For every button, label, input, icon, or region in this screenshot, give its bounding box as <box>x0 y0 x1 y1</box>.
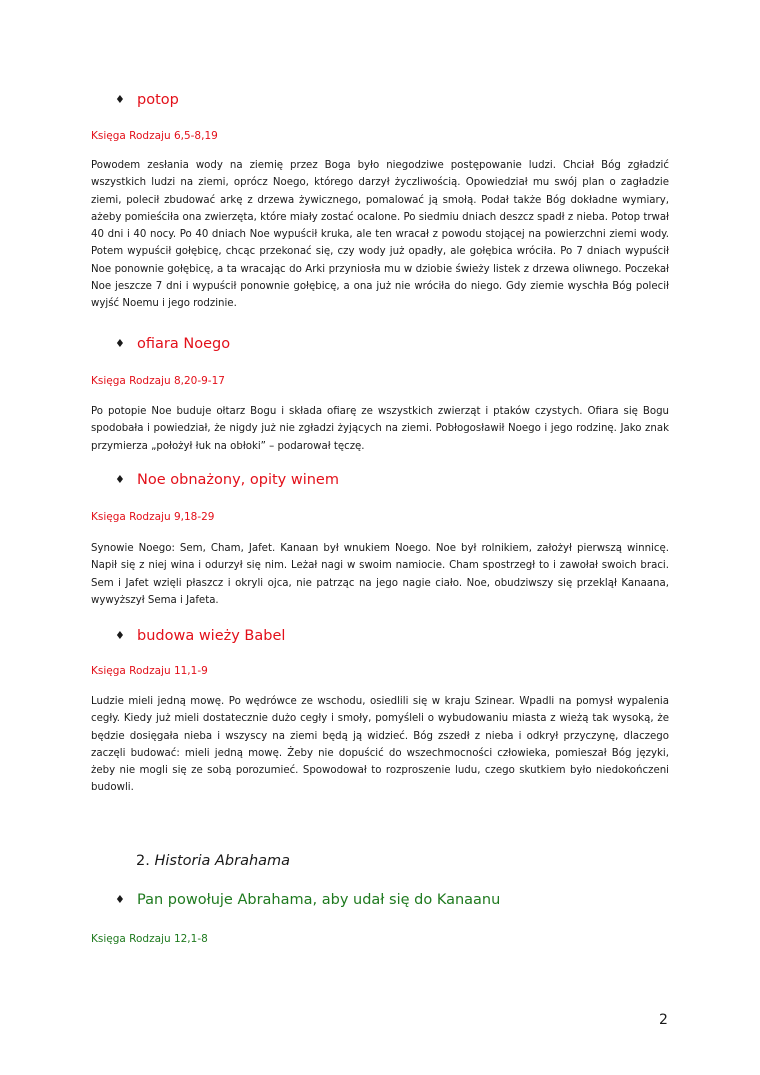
section-paragraph: Ludzie mieli jedną mowę. Po wędrówce ze wschodu, osiedlili się w kraju Szinear. Wpadli na pomysł wypalenia cegły. Kiedy już mieli dostatecznie dużo cegły i smoły, pomyśleli o wybudowaniu miasta z wieżą tak wysoką, że będzie dosięgała nieba i wszyscy na ziemi będą ją widzieć. Bóg zszedł z nieba i odkrył przyczynę, dlaczego zaczęli budować: mieli jedną mowę. Żeby nie dopuścić do wszechmocności człowieka, pomieszał Bóg języki, żeby nie mogli się ze sobą porozumieć. Spowodował to rozproszenie ludu, czego skutkiem było niedokończeni budowli. <box>91 696 669 794</box>
diamond-bullet-icon: ♦ <box>115 629 125 642</box>
section-heading-noe-obnazony <box>115 470 339 490</box>
section-paragraph: Po potopie Noe buduje ołtarz Bogu i składa ofiarę ze wszystkich zwierząt i ptaków czystych. Ofiara się Bogu spodobała i powiedział, że nigdy już nie zgładzi żyjących na ziemi. Pobłogosławił Noego i jego rodzinę. Jako znak przymierza „położył łuk na obłoki” – podarował tęczę. <box>91 406 669 452</box>
section-heading-label: Noe obnażony, opity winem <box>137 472 339 488</box>
section-heading-wieza-babel <box>115 626 285 646</box>
chapter-title-text: Historia Abrahama <box>154 853 291 869</box>
diamond-bullet-icon: ♦ <box>115 93 125 106</box>
section-paragraph: Synowie Noego: Sem, Cham, Jafet. Kanaan był wnukiem Noego. Noe był rolnikiem, założył pierwszą winnicę. Napił się z niej wina i odurzył się nim. Leżał nagi w swoim namiocie. Cham spostrzegł to i zawołał swoich braci. Sem i Jafet wzięli płaszcz i okryli ojca, nie patrząc na jego nagie ciało. Noe, obudziwszy się przeklął Kanaana, wywyższył Sema i Jafeta. <box>91 543 669 606</box>
page-number: 2 <box>659 1012 668 1028</box>
diamond-bullet-icon: ♦ <box>115 473 125 486</box>
chapter-title <box>136 851 290 871</box>
bible-reference: Księga Rodzaju 6,5-8,19 <box>91 130 218 142</box>
section-heading-label: potop <box>137 92 179 108</box>
chapter-number: 2. <box>136 853 150 869</box>
section-heading-label: ofiara Noego <box>137 336 231 352</box>
diamond-bullet-icon: ♦ <box>115 337 125 350</box>
section-heading-label: Pan powołuje Abrahama, aby udał się do Kanaanu <box>137 892 501 908</box>
section-heading-ofiara-noego <box>115 334 230 354</box>
diamond-bullet-icon: ♦ <box>115 893 125 906</box>
section-heading-potop <box>115 90 179 110</box>
section-paragraph: Powodem zesłania wody na ziemię przez Boga było niegodziwe postępowanie ludzi. Chciał Bóg zgładzić wszystkich ludzi na ziemi, oprócz Noego, którego darzył życzliwością. Opowiedział mu swój plan o zagładzie ziemi, polecił zbudować arkę z drzewa żywicznego, pomalować ją smołą. Podał także Bóg dokładne wymiary, ażeby pomieściła ona zwierzęta, które miały zostać ocalone. Po siedmiu dniach deszcz spadł z nieba. Potop trwał 40 dni i 40 nocy. Po 40 dniach Noe wypuścił kruka, ale ten wracał z powodu stojącej na powierzchni ziemi wody. Potem wypuścił gołębicę, chcąc przekonać się, czy wody już opadły, ale gołębica wróciła. Po 7 dniach wypuścił Noe ponownie gołębicę, a ta wracając do Arki przyniosła mu w dziobie świeży listek z drzewa oliwnego. Poczekał Noe jeszcze 7 dni i wypuścił ponownie gołębicę, a ona już nie wróciła do niego. Gdy ziemie wyschła Bóg polecił wyjść Noemu i jego rodzinie. <box>91 160 669 310</box>
bible-reference: Księga Rodzaju 9,18-29 <box>91 511 215 523</box>
bible-reference: Księga Rodzaju 8,20-9-17 <box>91 375 225 387</box>
bible-reference: Księga Rodzaju 12,1-8 <box>91 933 208 945</box>
section-heading-pan-powoluje-abrahama <box>115 890 500 910</box>
bible-reference: Księga Rodzaju 11,1-9 <box>91 665 208 677</box>
section-heading-label: budowa wieży Babel <box>137 628 286 644</box>
